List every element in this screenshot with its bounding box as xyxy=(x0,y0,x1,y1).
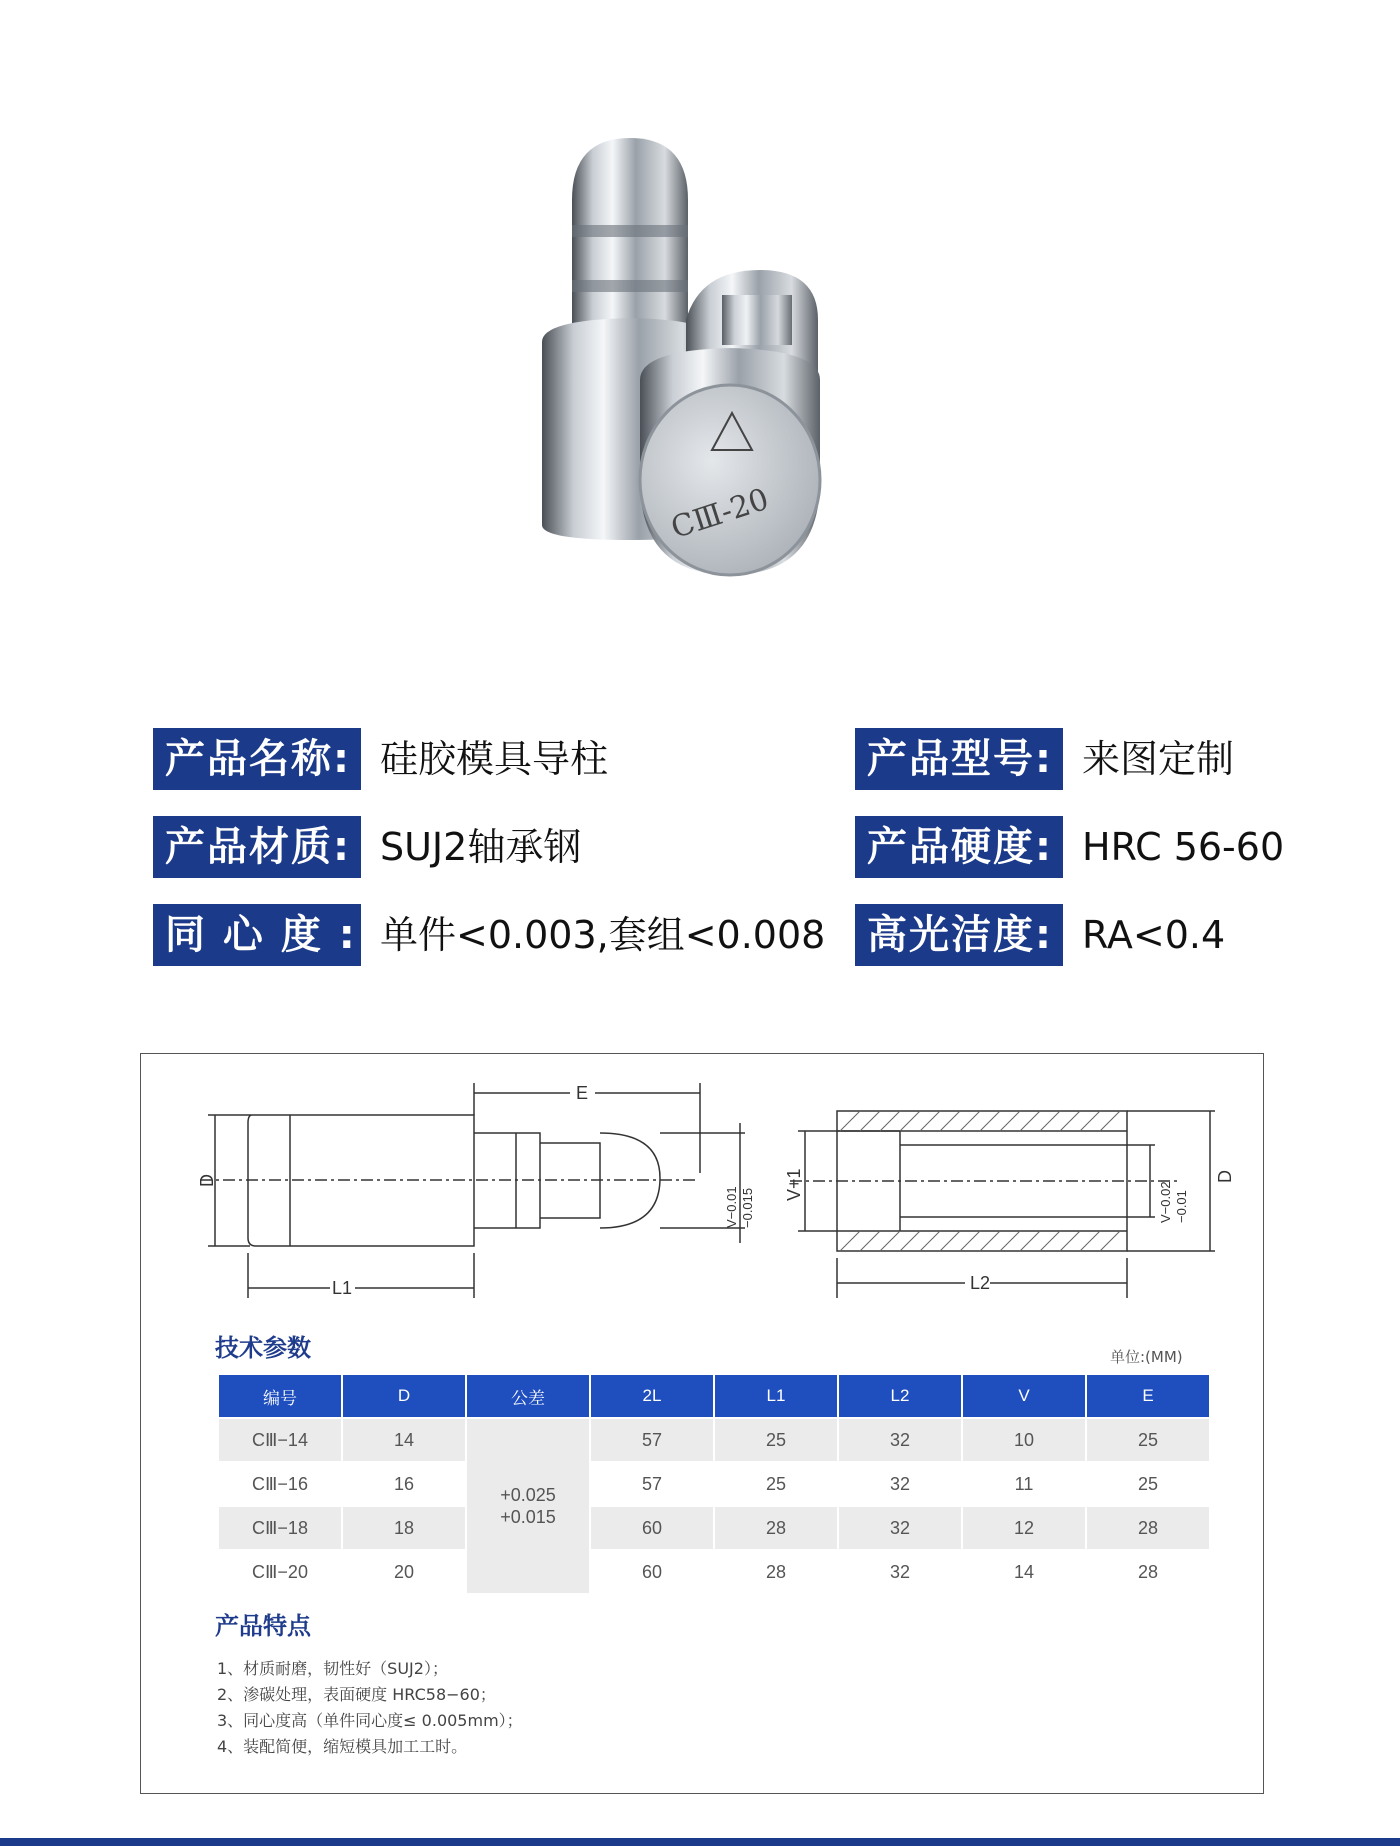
cell-tolerance xyxy=(467,1419,589,1593)
table-row xyxy=(219,1463,1209,1505)
tol-v-right: V−0.02 xyxy=(1158,1181,1173,1223)
parameter-table xyxy=(217,1373,1211,1595)
feature-item: 2、渗碳处理，表面硬度 HRC58−60； xyxy=(217,1685,496,1704)
tol-v2-left: −0.015 xyxy=(740,1187,755,1228)
spec-label-finish: 高光洁度: xyxy=(855,904,1063,966)
cell-2l: 60 xyxy=(591,1507,713,1549)
technical-drawing xyxy=(140,1053,1264,1313)
spec-label-material: 产品材质: xyxy=(153,816,361,878)
header-2l: 2L xyxy=(591,1375,713,1417)
spec-value-concentricity: 单件<0.003,套组<0.008 xyxy=(380,913,826,957)
dim-e: E xyxy=(576,1083,589,1103)
table-row xyxy=(219,1419,1209,1461)
spec-label-concentricity: 同 心 度 : xyxy=(153,904,361,966)
cell-code: CⅢ−14 xyxy=(219,1419,341,1461)
cell-code: CⅢ−18 xyxy=(219,1507,341,1549)
tol-v-left: V−0.01 xyxy=(724,1186,739,1228)
cell-l2: 32 xyxy=(839,1419,961,1461)
cell-l2: 32 xyxy=(889,1561,911,1582)
spec-label-model: 产品型号: xyxy=(855,728,1063,790)
cell-e: 28 xyxy=(1137,1561,1159,1582)
feature-item: 4、装配简便，缩短模具加工工时。 xyxy=(217,1737,468,1756)
header-tolerance: 公差 xyxy=(467,1375,589,1417)
cell-e: 28 xyxy=(1087,1507,1209,1549)
product-photo xyxy=(500,120,960,680)
spec-value-finish: RA<0.4 xyxy=(1082,913,1226,957)
cell-e: 25 xyxy=(1137,1473,1159,1494)
cell-l1: 25 xyxy=(715,1419,837,1461)
tol-v2-right: −0.01 xyxy=(1174,1190,1189,1223)
header-l1: L1 xyxy=(715,1375,837,1417)
dim-l2: L2 xyxy=(970,1273,991,1293)
tolerance-lower: +0.015 xyxy=(500,1507,556,1527)
spec-label-name: 产品名称: xyxy=(153,728,361,790)
table-row xyxy=(219,1551,1209,1593)
cell-l2: 32 xyxy=(839,1507,961,1549)
cell-d: 14 xyxy=(343,1419,465,1461)
cell-v: 14 xyxy=(1013,1561,1035,1582)
spec-value-hardness: HRC 56-60 xyxy=(1082,825,1285,869)
tech-title: 技术参数 xyxy=(215,1334,311,1362)
dim-d-right: D xyxy=(1215,1170,1235,1183)
header-code: 编号 xyxy=(219,1375,341,1417)
table-row xyxy=(219,1507,1209,1549)
cell-2l: 57 xyxy=(641,1473,663,1494)
tolerance-upper: +0.025 xyxy=(500,1485,556,1505)
feature-item: 1、材质耐磨，韧性好（SUJ2）； xyxy=(217,1659,448,1678)
cell-v: 11 xyxy=(1014,1473,1034,1494)
features-title: 产品特点 xyxy=(215,1612,311,1640)
header-d: D xyxy=(343,1375,465,1417)
spec-value-model: 来图定制 xyxy=(1082,737,1235,781)
cell-d: 18 xyxy=(343,1507,465,1549)
cell-d: 16 xyxy=(393,1473,415,1494)
cell-code: CⅢ−20 xyxy=(252,1561,308,1582)
cell-2l: 60 xyxy=(641,1561,663,1582)
spec-label-hardness: 产品硬度: xyxy=(855,816,1063,878)
bottom-bar xyxy=(0,1838,1400,1846)
cell-d: 20 xyxy=(393,1561,415,1582)
cell-e: 25 xyxy=(1087,1419,1209,1461)
dim-l1: L1 xyxy=(332,1278,353,1298)
feature-item: 3、同心度高（单件同心度≤ 0.005mm）； xyxy=(217,1711,523,1730)
cell-code: CⅢ−16 xyxy=(252,1473,308,1494)
header-v: V xyxy=(963,1375,1085,1417)
cell-l1: 25 xyxy=(765,1473,787,1494)
spec-value-name: 硅胶模具导柱 xyxy=(380,737,609,781)
cell-l1: 28 xyxy=(715,1507,837,1549)
cell-l1: 28 xyxy=(765,1561,787,1582)
header-e: E xyxy=(1087,1375,1209,1417)
cell-v: 12 xyxy=(963,1507,1085,1549)
dim-v1: V+1 xyxy=(784,1168,804,1201)
cell-l2: 32 xyxy=(889,1473,911,1494)
engraving-text: CⅢ-20 xyxy=(666,481,774,547)
unit-label: 单位:(MM) xyxy=(1110,1348,1183,1366)
cell-v: 10 xyxy=(963,1419,1085,1461)
spec-value-material: SUJ2轴承钢 xyxy=(380,825,582,869)
header-l2: L2 xyxy=(839,1375,961,1417)
dim-d-left: D xyxy=(197,1174,217,1187)
cell-2l: 57 xyxy=(591,1419,713,1461)
